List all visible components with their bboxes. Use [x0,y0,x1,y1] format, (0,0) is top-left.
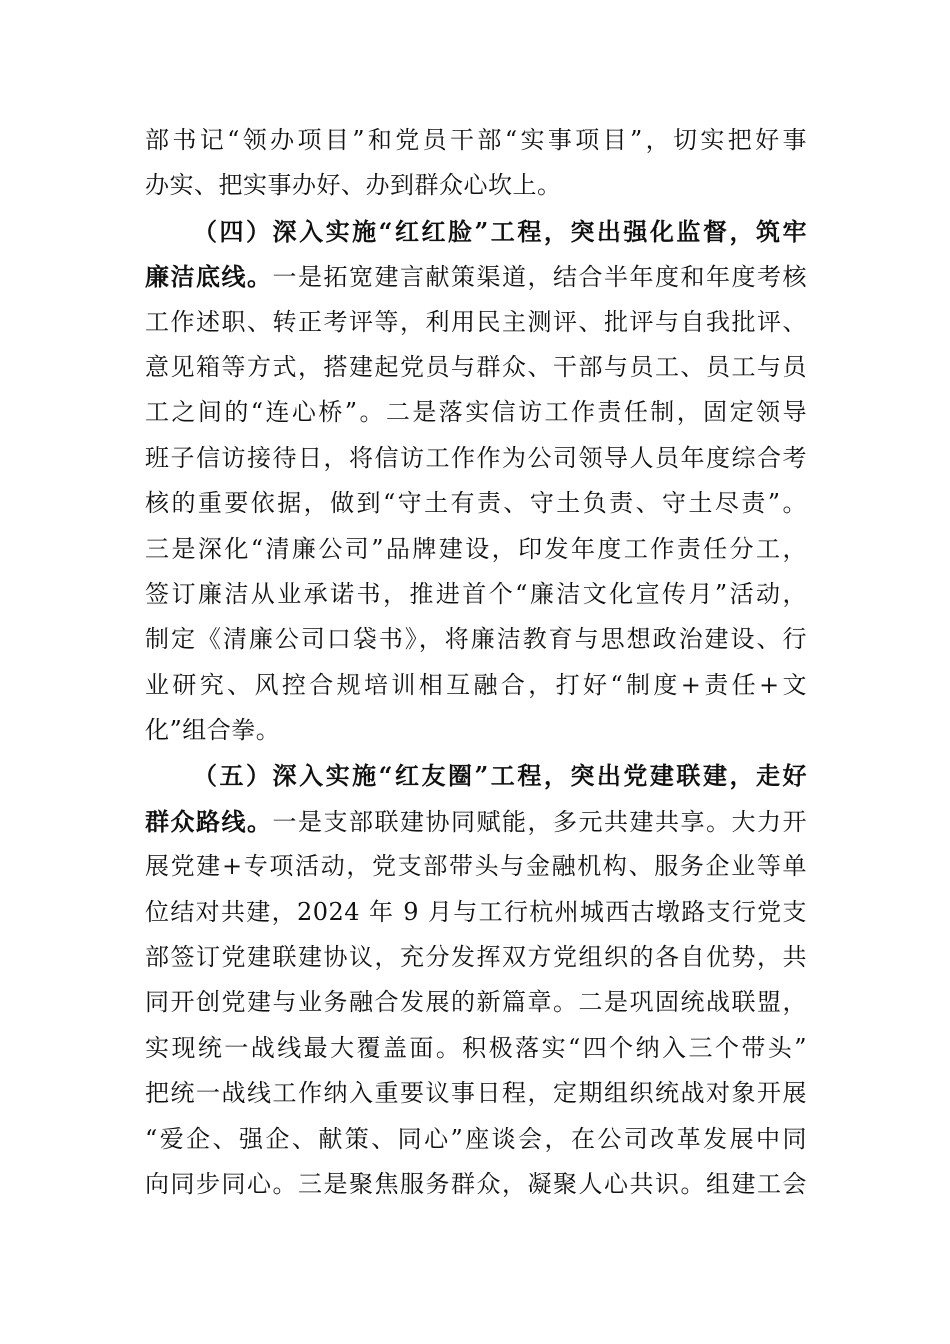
text-run: 部书记“领办项目”和党员干部“实事项目”，切实把好事 [145,126,807,154]
text-run: 工之间的“连心桥”。二是落实信访工作责任制，固定领导 [145,398,807,427]
text-run: 实现统一战线最大覆盖面。积极落实“四个纳入三个带头” [145,1033,807,1062]
text-run: 一是支部联建协同赋能，多元共建共享。大力开 [272,807,807,836]
text-line [145,300,807,345]
text-run: 一是拓宽建言献策渠道，结合半年度和年度考核 [272,263,807,292]
text-line [145,163,807,208]
section-heading-5: （五）深入实施“红友圈”工程，突出党建联建，走好 [193,761,807,791]
text-line [145,1026,807,1071]
section-heading-4-cont: 廉洁底线。 [145,262,273,292]
text-run: 三是深化“清廉公司”品牌建设，印发年度工作责任分工， [145,534,807,563]
text-line [145,935,807,980]
text-line [145,572,807,617]
text-run: 部签订党建联建协议，充分发挥双方党组织的各自优势，共 [145,943,807,972]
text-line [145,527,807,572]
document-page [145,118,807,1207]
text-line [145,663,807,708]
text-run: “爱企、强企、献策、同心”座谈会，在公司改革发展中同 [145,1124,807,1153]
text-line [145,890,807,935]
text-run: 同开创党建与业务融合发展的新篇章。二是巩固统战联盟， [145,988,807,1017]
text-line [145,844,807,889]
section-heading-4: （四）深入实施“红红脸”工程，突出强化监督，筑牢 [193,216,807,246]
text-line [145,1071,807,1116]
text-run: 班子信访接待日，将信访工作作为公司领导人员年度综合考 [145,443,807,472]
text-line [145,481,807,526]
text-run: 化”组合拳。 [145,716,281,745]
text-line [145,1162,807,1207]
text-run: 工作述职、转正考评等，利用民主测评、批评与自我批评、 [145,307,807,336]
text-run: 制定《清廉公司口袋书》，将廉洁教育与思想政治建设、行 [145,625,807,654]
text-line [145,254,807,299]
text-line [145,345,807,390]
paragraph-1 [145,118,807,209]
text-line [145,1117,807,1162]
text-line [145,799,807,844]
text-line [145,753,807,798]
text-line [145,617,807,662]
text-run: 办实、把实事办好、办到群众心坎上。 [145,171,562,200]
text-run: 把统一战线工作纳入重要议事日程，定期组织统战对象开展 [145,1079,807,1108]
text-line [145,980,807,1025]
text-line [145,708,807,753]
text-run: 核的重要依据，做到“守土有责、守土负责、守土尽责”。 [145,489,807,518]
text-run: 业研究、风控合规培训相互融合，打好“制度+责任+文 [145,670,807,699]
text-run: 意见箱等方式，搭建起党员与群众、干部与员工、员工与员 [145,352,807,381]
section-heading-5-cont: 群众路线。 [145,806,273,836]
text-run: 签订廉洁从业承诺书，推进首个“廉洁文化宣传月”活动， [145,579,807,608]
text-line [145,209,807,254]
text-run: 位结对共建，2024 年 9 月与工行杭州城西古墩路支行党支 [145,897,807,926]
text-run: 展党建+专项活动，党支部带头与金融机构、服务企业等单 [145,852,807,881]
text-line [145,390,807,435]
text-line [145,436,807,481]
text-run: 向同步同心。三是聚焦服务群众，凝聚人心共识。组建工会 [145,1169,807,1198]
paragraph-3 [145,753,807,1207]
text-line [145,118,807,163]
paragraph-2 [145,209,807,754]
